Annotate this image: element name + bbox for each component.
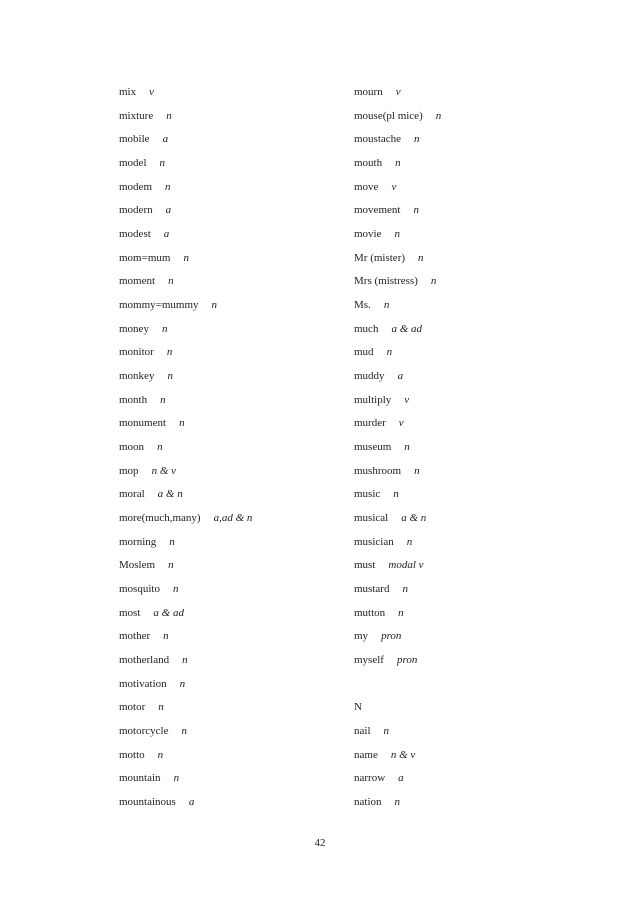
entry-word: much — [354, 322, 379, 335]
entry-word: my — [354, 630, 369, 643]
entry-word: modest — [119, 228, 151, 241]
word-entry — [119, 557, 359, 581]
part-of-speech: v — [149, 86, 155, 98]
word-entry — [354, 770, 594, 794]
part-of-speech: v — [398, 417, 404, 430]
entry-word: mop — [119, 464, 139, 477]
part-of-speech: n — [394, 228, 400, 241]
part-of-speech: pron — [381, 630, 402, 643]
word-entry — [119, 794, 359, 818]
part-of-speech: v — [404, 393, 410, 406]
entry-word: motivation — [119, 677, 167, 690]
entry-word: motor — [119, 701, 146, 714]
word-entry — [119, 179, 359, 203]
part-of-speech: n — [413, 204, 419, 217]
entry-word: museum — [354, 441, 392, 454]
entry-word: mountainous — [119, 796, 176, 809]
part-of-speech: n — [383, 299, 390, 312]
part-of-speech: n — [211, 299, 218, 312]
entry-word: move — [354, 180, 379, 193]
word-entry — [354, 415, 594, 439]
word-entry — [119, 344, 359, 368]
part-of-speech: n — [383, 725, 389, 738]
entry-word: moment — [119, 275, 156, 288]
part-of-speech: n — [430, 275, 437, 288]
entry-word: nation — [354, 796, 382, 809]
entry-word: Moslem — [119, 559, 156, 572]
entry-word: music — [354, 488, 381, 501]
part-of-speech: v — [395, 86, 401, 98]
word-entry — [354, 179, 594, 203]
entry-word: mouse(pl mice) — [354, 109, 423, 122]
word-entry — [119, 486, 359, 510]
part-of-speech: n — [168, 559, 174, 572]
word-entry — [354, 297, 594, 321]
word-entry — [354, 131, 594, 155]
entry-word: mushroom — [354, 464, 402, 477]
part-of-speech: n — [414, 133, 420, 146]
entry-word: multiply — [354, 393, 392, 406]
entry-word: nail — [354, 725, 371, 738]
word-entry — [354, 510, 594, 534]
part-of-speech: a & n — [401, 512, 427, 525]
part-of-speech: n — [182, 654, 188, 667]
word-entry — [119, 226, 359, 250]
part-of-speech: n — [172, 583, 179, 596]
part-of-speech: n — [181, 725, 187, 738]
word-entry — [119, 605, 359, 629]
word-entry — [354, 344, 594, 368]
word-entry — [119, 723, 359, 747]
entry-word: myself — [354, 654, 384, 667]
part-of-speech: n — [418, 251, 424, 264]
word-entry — [119, 652, 359, 676]
word-entry — [354, 368, 594, 392]
word-entry — [354, 321, 594, 345]
part-of-speech: a — [163, 228, 170, 241]
part-of-speech: modal v — [388, 559, 424, 572]
word-entry — [354, 84, 594, 108]
entry-word: musical — [354, 512, 389, 525]
entry-word: murder — [354, 417, 386, 430]
part-of-speech: n — [157, 441, 163, 454]
word-entry — [119, 131, 359, 155]
entry-word: more(much,many) — [119, 512, 201, 525]
entry-word: mommy=mummy — [119, 299, 199, 312]
entry-word: muddy — [354, 370, 385, 383]
word-entry — [119, 368, 359, 392]
part-of-speech: n — [398, 606, 404, 619]
entry-word: monkey — [119, 370, 155, 383]
part-of-speech: n — [402, 583, 408, 596]
part-of-speech: n — [386, 346, 393, 359]
word-entry — [354, 108, 594, 132]
entry-word: Ms. — [354, 299, 371, 312]
part-of-speech: n — [161, 322, 168, 335]
entry-word: Mr (mister) — [354, 251, 406, 264]
word-entry — [119, 463, 359, 487]
word-entry — [119, 415, 359, 439]
part-of-speech: n — [393, 488, 399, 501]
part-of-speech: n — [160, 393, 166, 406]
word-entry — [354, 581, 594, 605]
entry-word: N — [354, 701, 362, 714]
word-entry — [119, 250, 359, 274]
word-entry — [119, 676, 359, 700]
word-entry — [119, 770, 359, 794]
word-entry — [119, 108, 359, 132]
entry-word: mix — [119, 86, 137, 98]
entry-word: mourn — [354, 86, 383, 98]
entry-word: money — [119, 322, 149, 335]
part-of-speech: n — [157, 748, 164, 761]
entry-word: must — [354, 559, 376, 572]
word-entry — [354, 652, 594, 676]
entry-word: mutton — [354, 606, 386, 619]
entry-word: model — [119, 157, 147, 170]
entry-word: musician — [354, 535, 394, 548]
part-of-speech: n — [183, 251, 189, 264]
entry-word: most — [119, 606, 141, 619]
part-of-speech: n & v — [390, 748, 416, 761]
part-of-speech: pron — [396, 654, 418, 667]
word-entry — [354, 699, 594, 723]
word-entry — [354, 250, 594, 274]
part-of-speech: a & ad — [391, 322, 423, 335]
entry-word: monitor — [119, 346, 154, 359]
part-of-speech: a — [162, 133, 169, 146]
part-of-speech: n — [414, 464, 420, 477]
word-entry — [354, 534, 594, 558]
part-of-speech: n — [435, 109, 442, 122]
word-entry — [354, 155, 594, 179]
entry-word: mom=mum — [119, 251, 171, 264]
word-entry — [354, 202, 594, 226]
entry-word: mosquito — [119, 583, 160, 596]
word-entry — [119, 699, 359, 723]
word-entry — [354, 439, 594, 463]
word-entry — [119, 581, 359, 605]
word-entry — [119, 747, 359, 771]
part-of-speech: n — [163, 630, 169, 643]
part-of-speech: a — [165, 204, 172, 217]
word-entry — [119, 321, 359, 345]
part-of-speech: n — [166, 346, 173, 359]
entry-word: monument — [119, 417, 167, 430]
word-entry — [119, 534, 359, 558]
part-of-speech: n — [166, 109, 172, 122]
entry-word: mud — [354, 346, 374, 359]
word-entry — [119, 392, 359, 416]
word-entry — [354, 747, 594, 771]
part-of-speech: a — [188, 796, 195, 809]
part-of-speech: n — [168, 275, 174, 288]
entry-word: motto — [119, 748, 145, 761]
entry-word: mustard — [354, 583, 390, 596]
part-of-speech: a,ad & n — [213, 512, 253, 525]
word-entry — [119, 202, 359, 226]
word-entry — [119, 628, 359, 652]
part-of-speech: n — [179, 677, 186, 690]
word-entry — [354, 486, 594, 510]
word-entry — [354, 226, 594, 250]
word-entry — [119, 439, 359, 463]
entry-word: mixture — [119, 109, 154, 122]
entry-word: modern — [119, 204, 153, 217]
entry-word: moustache — [354, 133, 402, 146]
right-word-column — [354, 84, 594, 818]
word-entry — [119, 84, 359, 108]
entry-word: motorcycle — [119, 725, 169, 738]
part-of-speech: n — [169, 535, 175, 548]
entry-word: name — [354, 748, 378, 761]
word-entry — [354, 676, 594, 700]
part-of-speech: a — [398, 772, 404, 785]
part-of-speech: n — [173, 772, 180, 785]
part-of-speech: a & ad — [153, 606, 184, 619]
word-entry — [354, 794, 594, 818]
word-entry — [119, 155, 359, 179]
word-entry — [119, 297, 359, 321]
entry-word: modem — [119, 180, 152, 193]
page-number: 42 — [314, 837, 326, 849]
left-word-column — [119, 84, 359, 818]
word-entry — [354, 557, 594, 581]
entry-word: movie — [354, 228, 382, 241]
word-entry — [119, 273, 359, 297]
part-of-speech: n — [167, 370, 173, 383]
part-of-speech: n — [404, 441, 410, 454]
entry-word: narrow — [354, 772, 386, 785]
entry-word: mouth — [354, 157, 383, 170]
part-of-speech: a — [397, 370, 404, 383]
entry-word: moon — [119, 441, 145, 454]
entry-word: morning — [119, 535, 157, 548]
part-of-speech: n — [179, 417, 185, 430]
part-of-speech: n & v — [151, 464, 177, 477]
entry-word: Mrs (mistress) — [354, 275, 418, 288]
entry-word: mountain — [119, 772, 161, 785]
part-of-speech: v — [391, 180, 397, 193]
word-entry — [354, 723, 594, 747]
part-of-speech: a & n — [157, 488, 183, 501]
entry-word: motherland — [119, 654, 170, 667]
word-entry — [354, 463, 594, 487]
word-entry — [354, 392, 594, 416]
entry-word: mother — [119, 630, 151, 643]
word-entry — [354, 628, 594, 652]
word-entry — [354, 273, 594, 297]
word-entry — [119, 510, 359, 534]
part-of-speech: n — [158, 701, 164, 714]
part-of-speech: n — [394, 796, 400, 809]
part-of-speech: n — [406, 535, 413, 548]
entry-word: mobile — [119, 133, 150, 146]
part-of-speech: n — [159, 157, 165, 170]
entry-word: movement — [354, 204, 401, 217]
entry-word: moral — [119, 488, 145, 501]
word-entry — [354, 605, 594, 629]
entry-word: month — [119, 393, 148, 406]
part-of-speech: n — [395, 157, 401, 170]
part-of-speech: n — [165, 180, 171, 193]
